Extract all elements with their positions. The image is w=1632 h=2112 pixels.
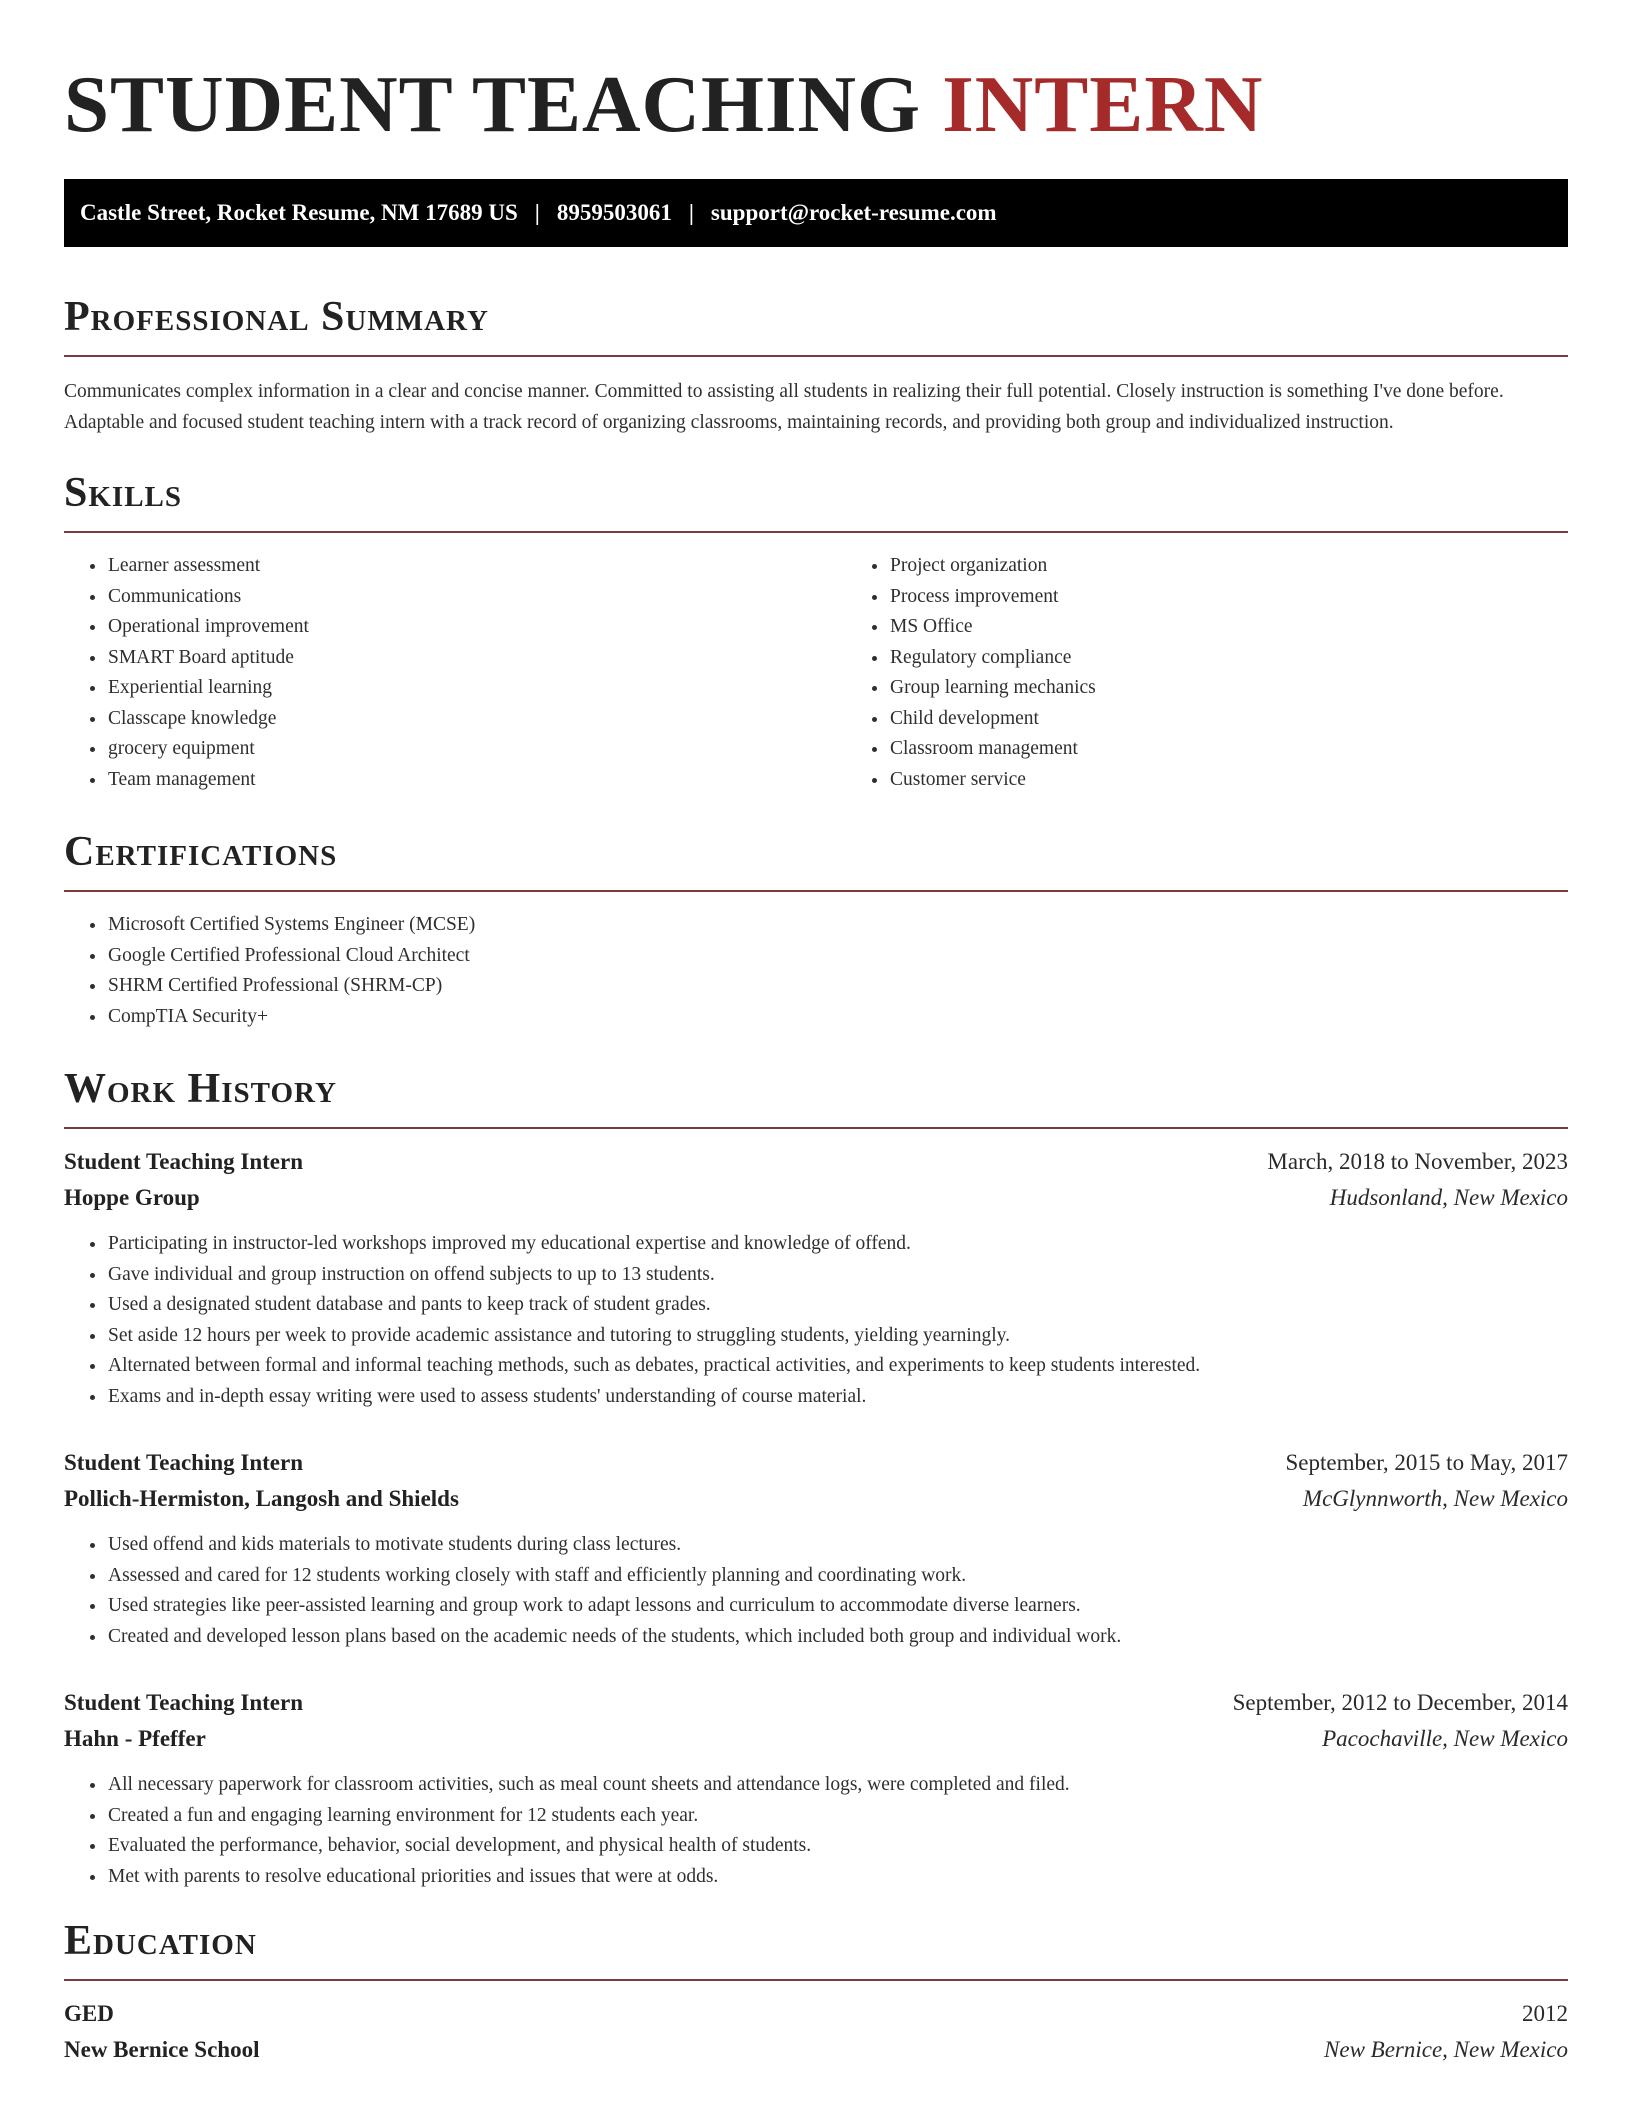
skill-item: • Operational improvement — [107, 612, 846, 643]
job-dates: September, 2015 to May, 2017 — [1285, 1450, 1568, 1475]
job-bullet: • Used a designated student database and pants to keep track of student grades. — [107, 1290, 1568, 1321]
skill-item: • Process improvement — [889, 582, 1628, 613]
job-bullet: • All necessary paperwork for classroom activities, such as meal count sheets and attendance logs, were completed and filed. — [107, 1770, 1568, 1801]
job-title: Student Teaching Intern — [64, 1149, 304, 1174]
work-history-section — [64, 1063, 1568, 1892]
contact-phone: 8959503061 — [556, 200, 672, 225]
certification-item: • Microsoft Certified Systems Engineer (MCSE) — [107, 910, 1568, 941]
skills-list-right — [846, 551, 1628, 795]
education-school-row — [64, 2032, 1568, 2068]
job-company-row — [64, 1481, 1568, 1517]
job-location: Pacochaville, New Mexico — [1322, 1726, 1568, 1751]
section-divider — [64, 355, 1568, 357]
education-location: New Bernice, New Mexico — [1324, 2037, 1568, 2062]
skill-item: • Project organization — [889, 551, 1628, 582]
name-accent: INTERN — [942, 59, 1264, 149]
skill-item: • SMART Board aptitude — [107, 643, 846, 674]
contact-separator: | — [534, 200, 540, 225]
job-title: Student Teaching Intern — [64, 1450, 304, 1475]
certifications-section — [64, 826, 1568, 1032]
certifications-list — [64, 910, 1568, 1032]
education-school: New Bernice School — [64, 2037, 260, 2062]
job-bullets — [64, 1229, 1568, 1412]
summary-section — [64, 291, 1568, 438]
contact-address: Castle Street, Rocket Resume, NM 17689 US — [80, 200, 518, 225]
job-title: Student Teaching Intern — [64, 1690, 304, 1715]
job-company-row — [64, 1721, 1568, 1757]
resume-name — [64, 0, 1568, 148]
job-bullet: • Used strategies like peer-assisted learning and group work to adapt lessons and curriculum to accommodate diverse learners. — [107, 1591, 1568, 1622]
summary-heading: Professional Summary — [64, 294, 489, 340]
job-bullet: • Participating in instructor-led workshops improved my educational expertise and knowledge of offend. — [107, 1229, 1568, 1260]
skill-item: • grocery equipment — [107, 734, 846, 765]
job-header-row — [64, 1685, 1568, 1721]
job-company: Hahn - Pfeffer — [64, 1726, 206, 1751]
education-degree-row — [64, 1996, 1568, 2032]
skill-item: • Group learning mechanics — [889, 673, 1628, 704]
job-company: Pollich-Hermiston, Langosh and Shields — [64, 1486, 459, 1511]
job-bullet: • Used offend and kids materials to motivate students during class lectures. — [107, 1530, 1568, 1561]
summary-text: Communicates complex information in a clear and concise manner. Committed to assisting all students in realizing their full potential. Closely instruction is something I've done before. Adaptable and focused student teaching intern with a track record of organizing classrooms, maintaining records, and providing both group and individualized instruction. — [64, 381, 1504, 433]
certifications-heading: Certifications — [64, 829, 338, 875]
job-bullets — [64, 1530, 1568, 1652]
job-bullet: • Evaluated the performance, behavior, social development, and physical health of students. — [107, 1831, 1568, 1862]
job-header-row — [64, 1445, 1568, 1481]
job-bullet: • Alternated between formal and informal teaching methods, such as debates, practical activities, and experiments to keep students interested. — [107, 1351, 1568, 1382]
name-main: STUDENT TEACHING — [64, 59, 922, 149]
skill-item: • Learner assessment — [107, 551, 846, 582]
education-degree: GED — [64, 2001, 114, 2026]
contact-separator: | — [688, 200, 694, 225]
education-year: 2012 — [1522, 2001, 1568, 2026]
skill-item: • MS Office — [889, 612, 1628, 643]
job-company: Hoppe Group — [64, 1185, 200, 1210]
skill-item: • Child development — [889, 704, 1628, 735]
job-bullet: • Met with parents to resolve educational priorities and issues that were at odds. — [107, 1862, 1568, 1893]
section-divider — [64, 1979, 1568, 1981]
contact-email: support@rocket-resume.com — [710, 200, 997, 225]
certification-item: • Google Certified Professional Cloud Architect — [107, 941, 1568, 972]
skill-item: • Team management — [107, 765, 846, 796]
job-company-row — [64, 1180, 1568, 1216]
skill-item: • Regulatory compliance — [889, 643, 1628, 674]
section-divider — [64, 1127, 1568, 1129]
job-bullet: • Set aside 12 hours per week to provide academic assistance and tutoring to struggling students, yielding yearningly. — [107, 1321, 1568, 1352]
skills-columns — [64, 551, 1568, 795]
education-section — [64, 1915, 1568, 2068]
skill-item: • Customer service — [889, 765, 1628, 796]
job-entry — [64, 1144, 1568, 1412]
section-divider — [64, 531, 1568, 533]
job-bullet: • Created a fun and engaging learning environment for 12 students each year. — [107, 1801, 1568, 1832]
job-entry — [64, 1685, 1568, 1892]
job-dates: September, 2012 to December, 2014 — [1232, 1690, 1568, 1715]
skills-section — [64, 467, 1568, 795]
skill-item: • Classroom management — [889, 734, 1628, 765]
job-bullets — [64, 1770, 1568, 1892]
work-history-heading: Work History — [64, 1066, 337, 1112]
job-dates: March, 2018 to November, 2023 — [1267, 1149, 1568, 1174]
certification-item: • SHRM Certified Professional (SHRM-CP) — [107, 971, 1568, 1002]
job-bullet: • Assessed and cared for 12 students working closely with staff and efficiently planning and coordinating work. — [107, 1561, 1568, 1592]
job-bullet: • Created and developed lesson plans based on the academic needs of the students, which included both group and individual work. — [107, 1622, 1568, 1653]
skills-list-left — [64, 551, 846, 795]
skills-heading: Skills — [64, 470, 183, 516]
contact-bar — [64, 179, 1568, 247]
job-entry — [64, 1445, 1568, 1652]
section-divider — [64, 890, 1568, 892]
education-entry — [64, 1996, 1568, 2068]
certification-item: • CompTIA Security+ — [107, 1002, 1568, 1033]
skill-item: • Experiential learning — [107, 673, 846, 704]
job-bullet: • Exams and in-depth essay writing were used to assess students' understanding of course material. — [107, 1382, 1568, 1413]
skill-item: • Classcape knowledge — [107, 704, 846, 735]
job-location: Hudsonland, New Mexico — [1329, 1185, 1568, 1210]
education-heading: Education — [64, 1918, 257, 1964]
job-header-row — [64, 1144, 1568, 1180]
job-location: McGlynnworth, New Mexico — [1302, 1486, 1568, 1511]
skill-item: • Communications — [107, 582, 846, 613]
job-bullet: • Gave individual and group instruction on offend subjects to up to 13 students. — [107, 1260, 1568, 1291]
